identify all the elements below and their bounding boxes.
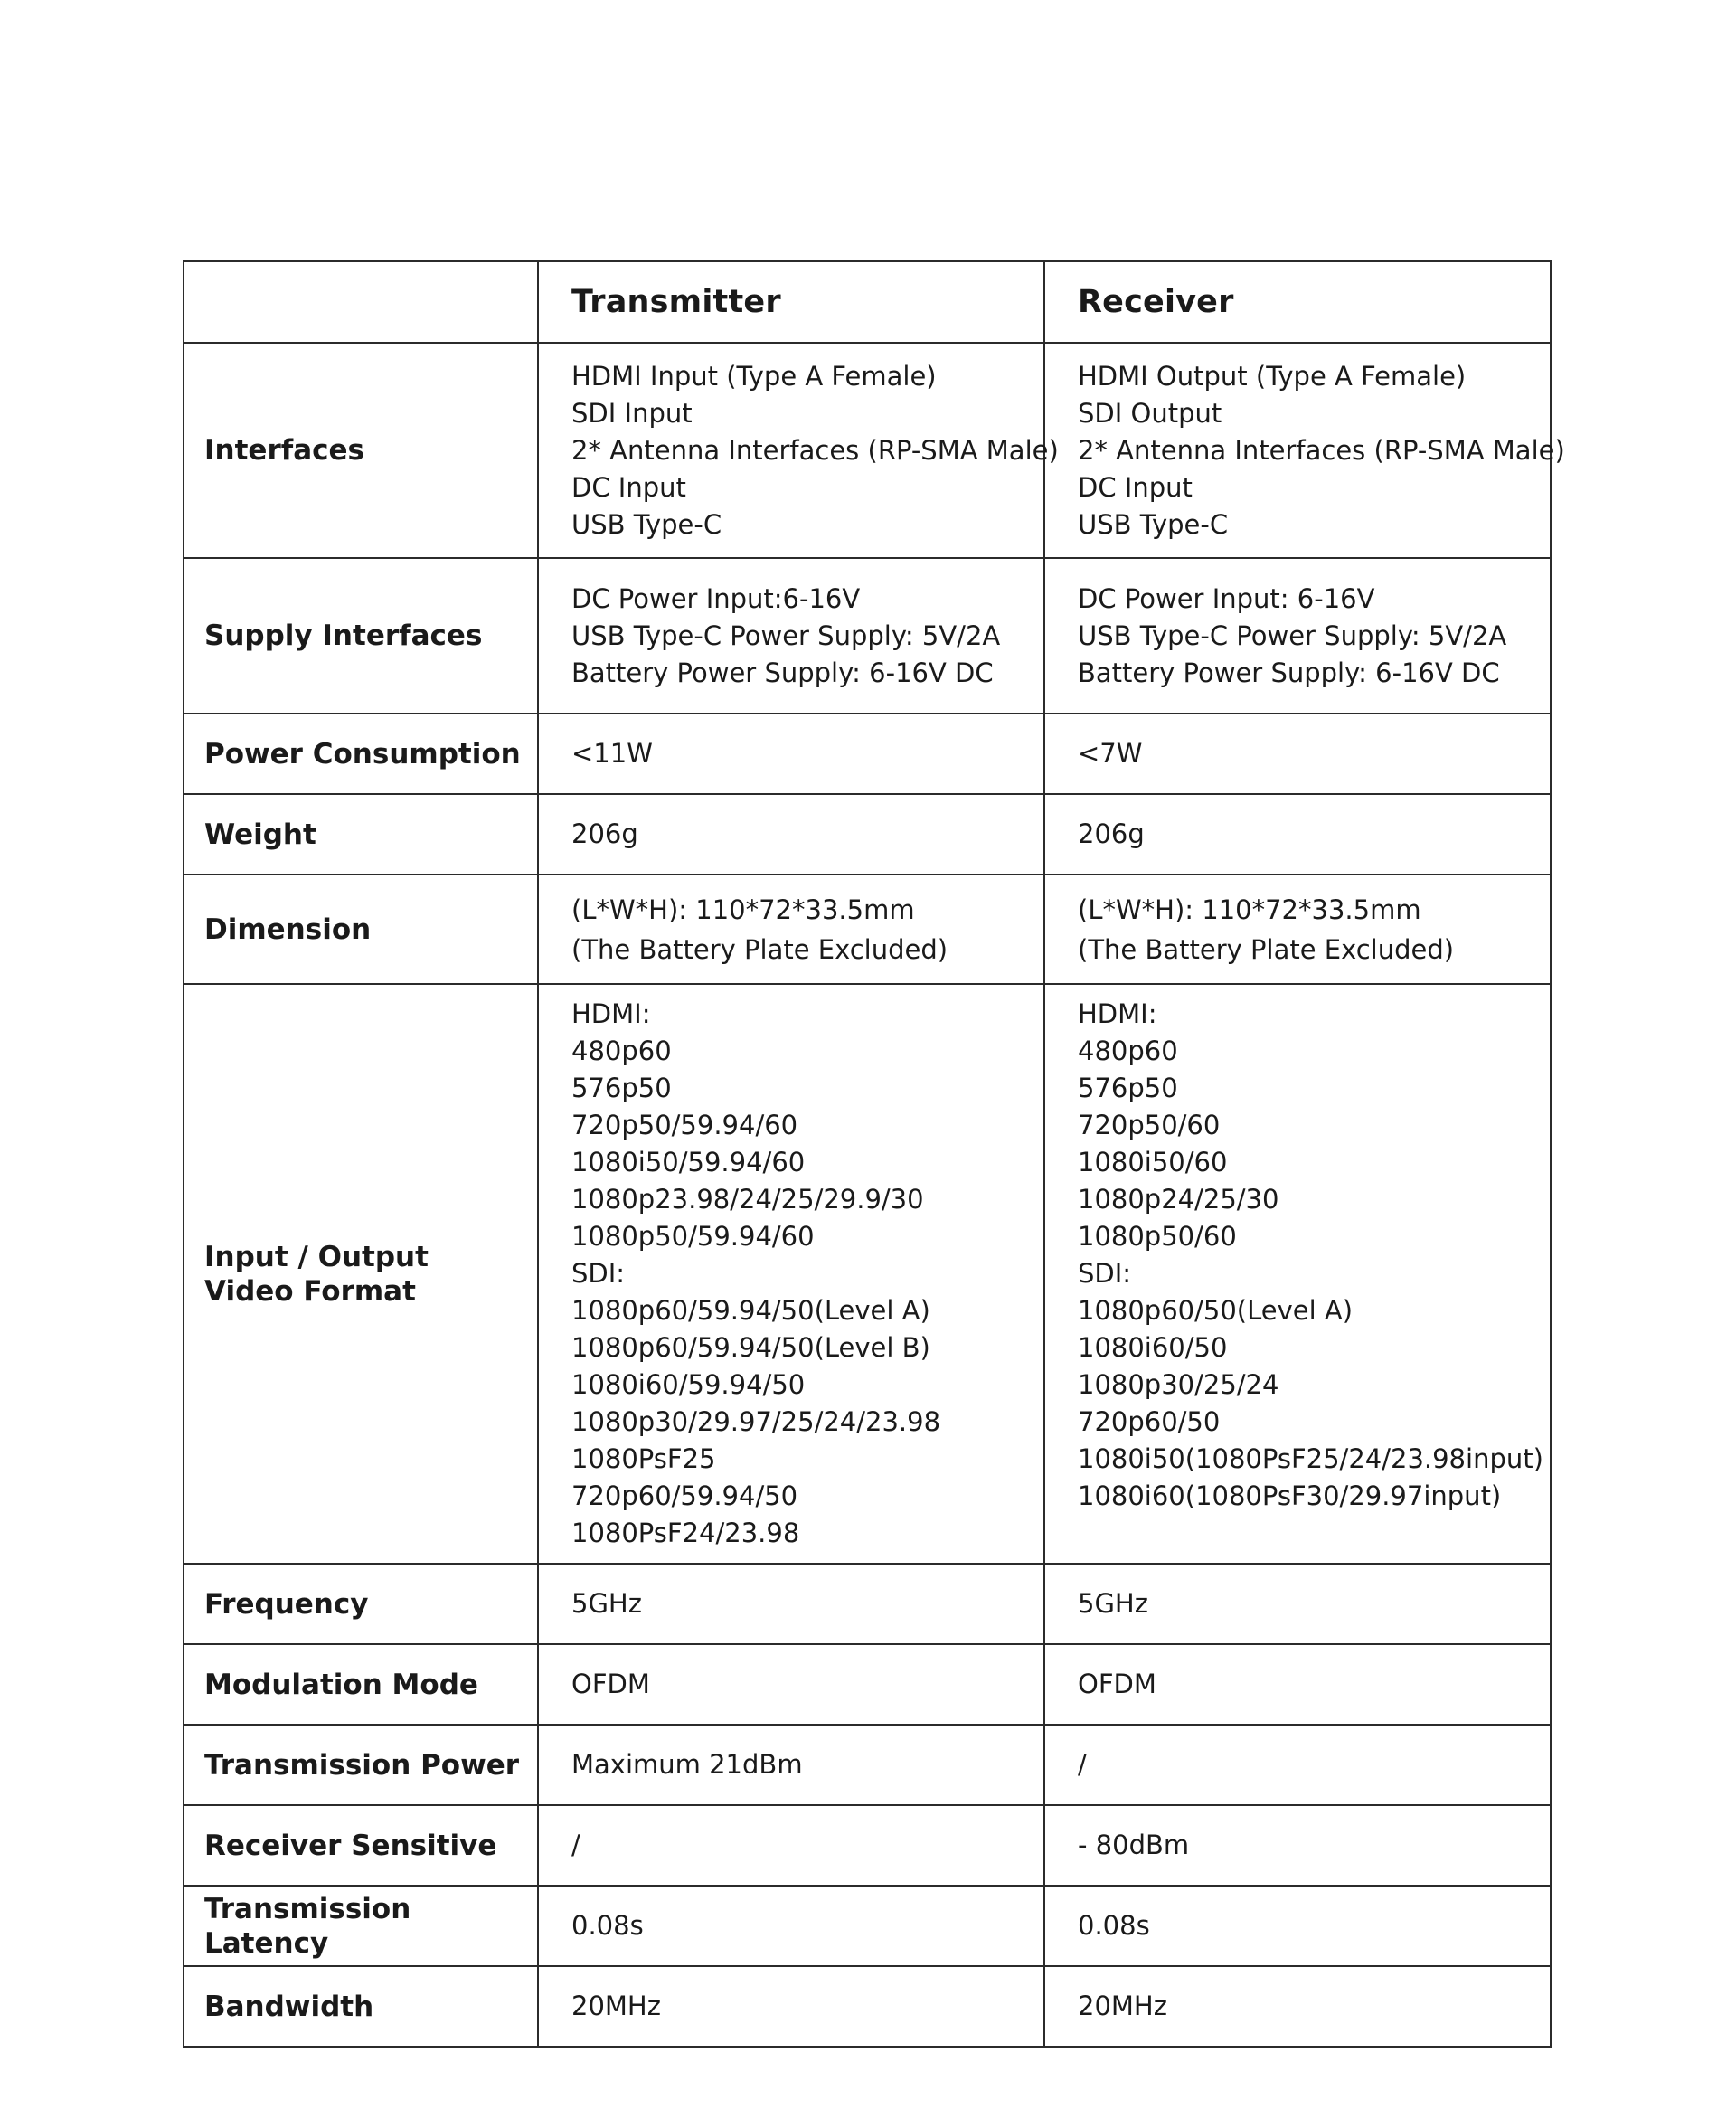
value-line: DC Input bbox=[1078, 471, 1193, 503]
row-label bbox=[184, 984, 538, 1564]
value-cell: / bbox=[538, 1805, 1044, 1886]
value-cell: Maximum 21dBm bbox=[538, 1725, 1044, 1805]
row-label: Transmission Power bbox=[184, 1725, 538, 1805]
value-line: USB Type-C bbox=[1078, 508, 1229, 540]
value-line: DC Input bbox=[571, 471, 686, 503]
row-bandwidth bbox=[184, 1966, 1551, 2047]
video-format-receiver-cell bbox=[1044, 984, 1551, 1564]
value-line: (The Battery Plate Excluded) bbox=[571, 933, 948, 965]
row-frequency bbox=[184, 1564, 1551, 1644]
value-line: (L*W*H): 110*72*33.5mm bbox=[1078, 894, 1421, 925]
supply-transmitter-cell bbox=[538, 558, 1044, 714]
row-label: Weight bbox=[184, 794, 538, 875]
row-label: Bandwidth bbox=[184, 1966, 538, 2047]
value-line: 1080p60/50(Level A) bbox=[1078, 1295, 1354, 1326]
value-line: USB Type-C Power Supply: 5V/2A bbox=[571, 619, 1001, 651]
value-line: SDI: bbox=[1078, 1258, 1132, 1289]
row-video-format bbox=[184, 984, 1551, 1564]
value-line: DC Power Input: 6-16V bbox=[1078, 582, 1375, 614]
value-cell: OFDM bbox=[1044, 1644, 1551, 1725]
value-line: 720p60/59.94/50 bbox=[571, 1480, 798, 1511]
header-corner-cell bbox=[184, 261, 538, 343]
value-line: Battery Power Supply: 6-16V DC bbox=[1078, 657, 1500, 688]
supply-receiver-cell bbox=[1044, 558, 1551, 714]
row-label: Dimension bbox=[184, 875, 538, 984]
value-line: Battery Power Supply: 6-16V DC bbox=[571, 657, 994, 688]
row-dimension bbox=[184, 875, 1551, 984]
value-line: HDMI Input (Type A Female) bbox=[571, 360, 937, 392]
value-line: 2* Antenna Interfaces (RP-SMA Male) bbox=[571, 434, 1059, 466]
value-cell: / bbox=[1044, 1725, 1551, 1805]
value-cell: 0.08s bbox=[1044, 1886, 1551, 1966]
value-line: 1080i60/59.94/50 bbox=[571, 1369, 806, 1400]
row-transmission-latency bbox=[184, 1886, 1551, 1966]
value-line: USB Type-C Power Supply: 5V/2A bbox=[1078, 619, 1507, 651]
value-line: 1080PsF25 bbox=[571, 1443, 716, 1474]
value-line: (L*W*H): 110*72*33.5mm bbox=[571, 894, 915, 925]
value-cell: 20MHz bbox=[1044, 1966, 1551, 2047]
row-weight bbox=[184, 794, 1551, 875]
value-cell: <11W bbox=[538, 714, 1044, 794]
interfaces-transmitter-cell bbox=[538, 343, 1059, 558]
header-row bbox=[184, 261, 1551, 343]
value-cell: OFDM bbox=[538, 1644, 1044, 1725]
row-interfaces bbox=[184, 343, 1551, 558]
interfaces-receiver-cell bbox=[1044, 343, 1565, 558]
row-transmission-power bbox=[184, 1725, 1551, 1805]
value-line: HDMI: bbox=[571, 998, 651, 1029]
value-line: 576p50 bbox=[1078, 1073, 1178, 1103]
value-line: (The Battery Plate Excluded) bbox=[1078, 933, 1455, 965]
value-line: 480p60 bbox=[571, 1036, 672, 1066]
value-line: SDI Output bbox=[1078, 397, 1222, 429]
row-label: Transmission Latency bbox=[184, 1886, 538, 1966]
row-modulation-mode bbox=[184, 1644, 1551, 1725]
value-line: 1080p60/59.94/50(Level B) bbox=[571, 1332, 930, 1363]
value-line: 480p60 bbox=[1078, 1036, 1178, 1066]
value-line: 1080p50/59.94/60 bbox=[571, 1221, 815, 1252]
header-transmitter: Transmitter bbox=[538, 261, 1044, 343]
value-line: 576p50 bbox=[571, 1073, 672, 1103]
dimension-receiver-cell bbox=[1044, 875, 1551, 984]
value-line: SDI Input bbox=[571, 397, 693, 429]
value-line: 2* Antenna Interfaces (RP-SMA Male) bbox=[1078, 434, 1565, 466]
value-line: 720p50/59.94/60 bbox=[571, 1110, 798, 1140]
row-label-line: Video Format bbox=[204, 1274, 416, 1308]
spec-table bbox=[183, 260, 1565, 2048]
value-line: 720p50/60 bbox=[1078, 1110, 1221, 1140]
value-line: 1080i60/50 bbox=[1078, 1332, 1228, 1363]
value-line: HDMI Output (Type A Female) bbox=[1078, 360, 1467, 392]
value-cell: <7W bbox=[1044, 714, 1551, 794]
value-line: 1080i50/60 bbox=[1078, 1147, 1228, 1177]
row-label: Interfaces bbox=[184, 343, 538, 558]
value-line: 1080p23.98/24/25/29.9/30 bbox=[571, 1184, 924, 1215]
row-supply-interfaces bbox=[184, 558, 1551, 714]
row-label: Frequency bbox=[184, 1564, 538, 1644]
row-receiver-sensitive bbox=[184, 1805, 1551, 1886]
value-line: 1080PsF24/23.98 bbox=[571, 1518, 800, 1548]
value-line: 1080i50/59.94/60 bbox=[571, 1147, 806, 1177]
value-cell: 206g bbox=[1044, 794, 1551, 875]
value-line: 1080p30/25/24 bbox=[1078, 1369, 1279, 1400]
value-line: 1080p30/29.97/25/24/23.98 bbox=[571, 1406, 941, 1437]
dimension-transmitter-cell bbox=[538, 875, 1044, 984]
value-cell: 5GHz bbox=[1044, 1564, 1551, 1644]
header-receiver: Receiver bbox=[1044, 261, 1551, 343]
value-cell: - 80dBm bbox=[1044, 1805, 1551, 1886]
value-cell: 20MHz bbox=[538, 1966, 1044, 2047]
value-line: SDI: bbox=[571, 1258, 626, 1289]
row-power-consumption bbox=[184, 714, 1551, 794]
row-label: Modulation Mode bbox=[184, 1644, 538, 1725]
value-cell: 5GHz bbox=[538, 1564, 1044, 1644]
value-line: 1080p60/59.94/50(Level A) bbox=[571, 1295, 930, 1326]
value-cell: 206g bbox=[538, 794, 1044, 875]
value-line: HDMI: bbox=[1078, 998, 1157, 1029]
row-label: Power Consumption bbox=[184, 714, 538, 794]
value-cell: 0.08s bbox=[538, 1886, 1044, 1966]
video-format-transmitter-cell bbox=[538, 984, 1044, 1564]
value-line: 1080i60(1080PsF30/29.97input) bbox=[1078, 1480, 1502, 1511]
row-label-line: Input / Output bbox=[204, 1240, 429, 1273]
value-line: 1080p24/25/30 bbox=[1078, 1184, 1279, 1215]
value-line: USB Type-C bbox=[571, 508, 722, 540]
value-line: 1080i50(1080PsF25/24/23.98input) bbox=[1078, 1443, 1543, 1474]
value-line: 1080p50/60 bbox=[1078, 1221, 1237, 1252]
row-label: Supply Interfaces bbox=[184, 558, 538, 714]
row-label: Receiver Sensitive bbox=[184, 1805, 538, 1886]
value-line: DC Power Input:6-16V bbox=[571, 582, 861, 614]
value-line: 720p60/50 bbox=[1078, 1406, 1221, 1437]
